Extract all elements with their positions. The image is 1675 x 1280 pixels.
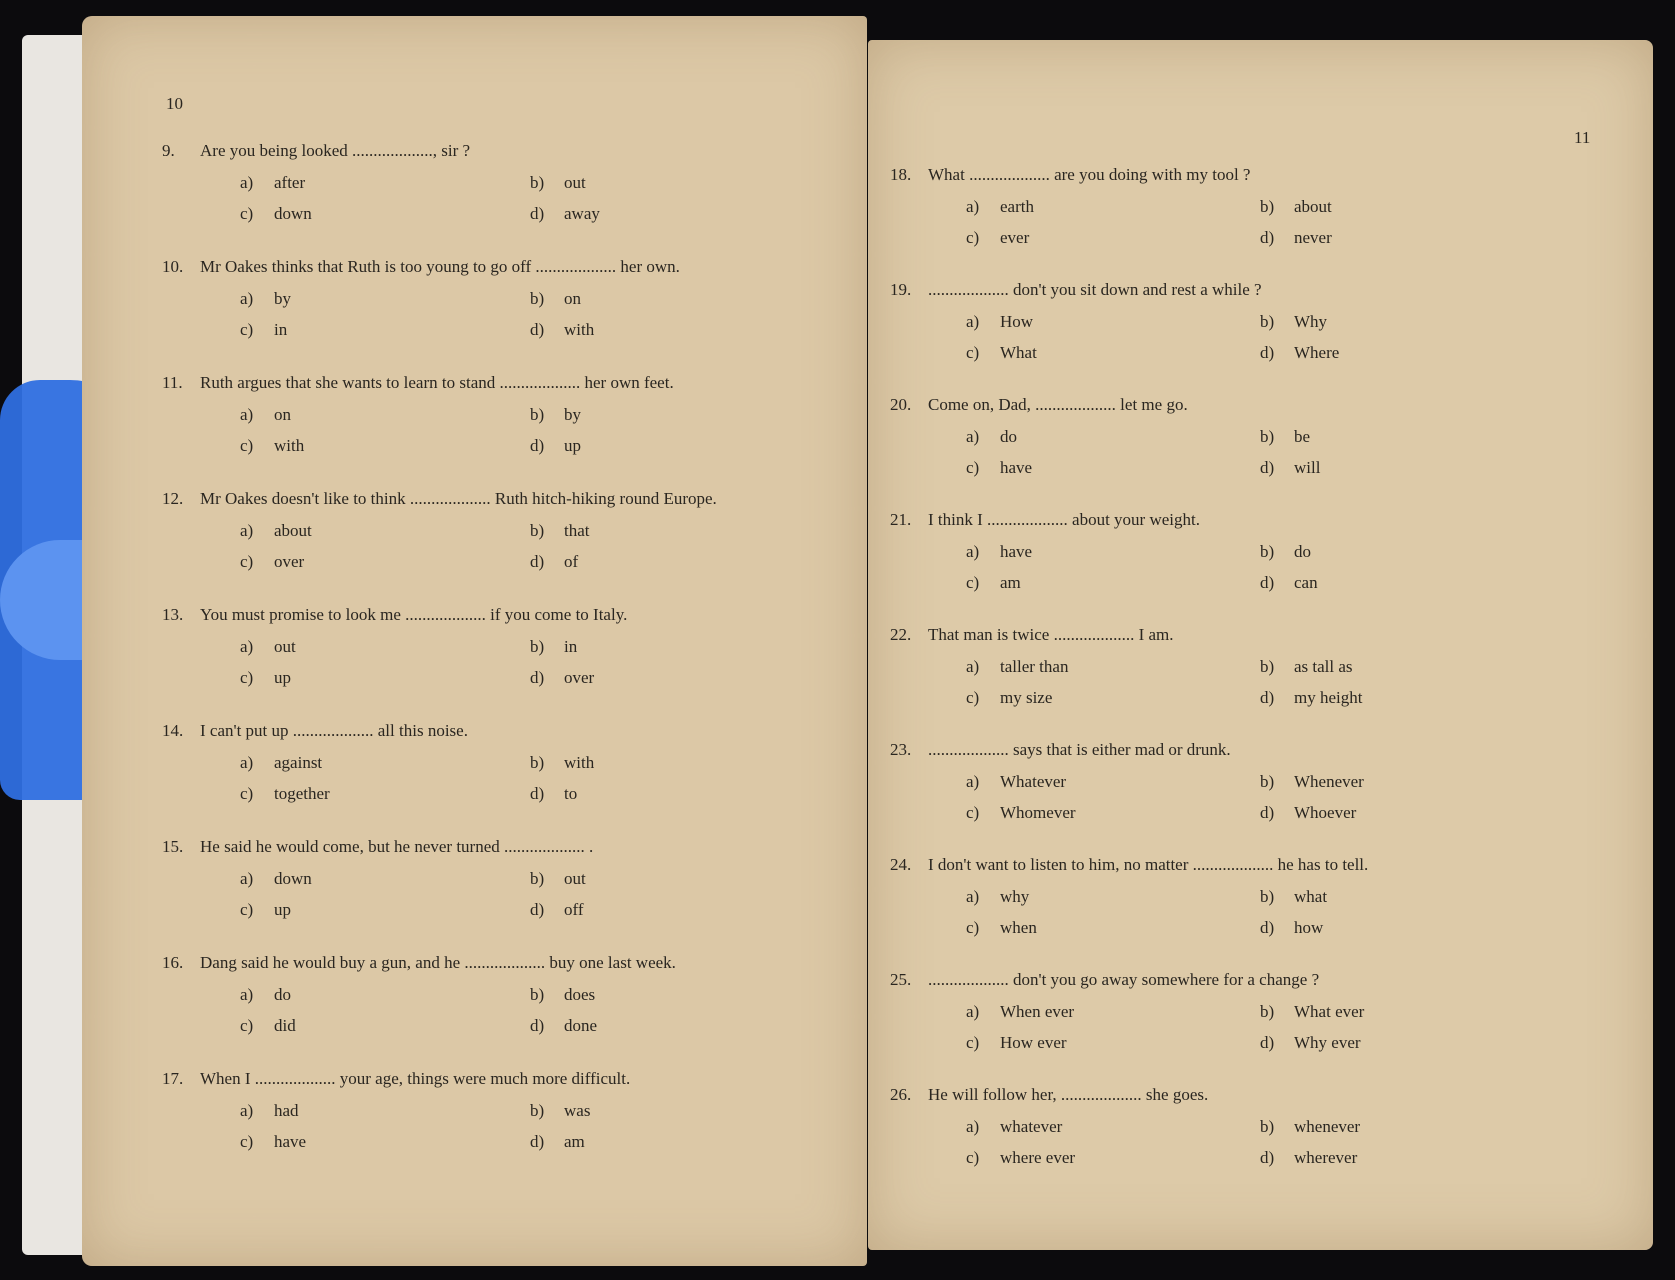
option-a	[240, 753, 322, 773]
option-letter: d)	[530, 1132, 545, 1151]
option-c	[240, 668, 291, 688]
option-text: by	[564, 405, 581, 424]
question-number: 25.	[890, 970, 912, 989]
option-letter: d)	[1260, 1033, 1275, 1052]
option-text: about	[274, 521, 312, 540]
option-letter: a)	[966, 1002, 980, 1021]
option-text: by	[274, 289, 291, 308]
option-d	[1260, 918, 1323, 938]
option-letter: d)	[530, 1016, 545, 1035]
option-letter: d)	[1260, 228, 1275, 247]
question-text: ................... don't you go away somewhere for a change ?	[928, 970, 1320, 989]
option-letter: b)	[530, 753, 545, 772]
option-text: do	[1000, 427, 1017, 446]
option-b	[1260, 427, 1310, 447]
option-letter: d)	[530, 668, 545, 687]
option-d	[1260, 688, 1362, 708]
question-number: 19.	[890, 280, 912, 299]
option-letter: b)	[1260, 542, 1275, 561]
option-letter: c)	[240, 552, 254, 571]
option-letter: b)	[1260, 887, 1275, 906]
option-text: wherever	[1294, 1148, 1358, 1167]
option-text: away	[564, 204, 600, 223]
option-a	[240, 289, 291, 309]
option-b	[530, 985, 595, 1005]
option-letter: c)	[966, 688, 980, 707]
question-text: He will follow her, ................... she goes.	[928, 1085, 1209, 1104]
option-letter: d)	[530, 784, 545, 803]
option-text: in	[564, 637, 578, 656]
option-a	[966, 772, 1066, 792]
option-letter: c)	[240, 1132, 254, 1151]
option-a	[966, 887, 1029, 907]
question-text: You must promise to look me ................... if you come to Italy.	[200, 605, 628, 624]
option-text: on	[564, 289, 581, 308]
option-text: was	[564, 1101, 591, 1120]
option-text: do	[274, 985, 291, 1004]
option-d	[530, 436, 581, 456]
page-number: 11	[1574, 128, 1591, 147]
option-letter: c)	[240, 668, 254, 687]
option-d	[530, 204, 600, 224]
option-b	[530, 753, 594, 773]
option-c	[240, 1016, 296, 1036]
option-c	[966, 458, 1032, 478]
option-letter: d)	[1260, 458, 1275, 477]
option-b	[530, 1101, 590, 1121]
question-number: 24.	[890, 855, 912, 874]
option-d	[1260, 1148, 1357, 1168]
option-a	[240, 985, 291, 1005]
option-text: does	[564, 985, 596, 1004]
option-b	[530, 637, 577, 657]
option-letter: b)	[1260, 657, 1275, 676]
option-c	[240, 320, 287, 340]
option-text: down	[274, 204, 312, 223]
option-text: as tall as	[1294, 657, 1353, 676]
question-number: 9.	[162, 141, 175, 160]
option-text: done	[564, 1016, 598, 1035]
option-d	[530, 784, 577, 804]
question-text: Dang said he would buy a gun, and he ................... buy one last week.	[200, 953, 676, 972]
option-text: Whenever	[1294, 772, 1364, 791]
option-text: be	[1294, 427, 1311, 446]
option-text: What	[1000, 343, 1037, 362]
option-text: Whomever	[1000, 803, 1076, 822]
option-a	[966, 542, 1032, 562]
option-d	[530, 1132, 585, 1152]
option-text: Whoever	[1294, 803, 1357, 822]
option-b	[530, 289, 581, 309]
option-letter: a)	[240, 521, 254, 540]
option-a	[240, 869, 312, 889]
option-text: to	[564, 784, 578, 803]
option-letter: b)	[1260, 1002, 1275, 1021]
option-letter: a)	[966, 542, 980, 561]
question-text: ................... says that is either mad or drunk.	[928, 740, 1231, 759]
option-text: had	[274, 1101, 299, 1120]
option-text: over	[274, 552, 305, 571]
option-letter: d)	[1260, 573, 1275, 592]
option-c	[240, 784, 330, 804]
option-letter: c)	[240, 320, 254, 339]
option-c	[966, 228, 1029, 248]
option-letter: c)	[240, 1016, 254, 1035]
question-number: 20.	[890, 395, 912, 414]
option-letter: a)	[966, 772, 980, 791]
option-letter: b)	[530, 521, 545, 540]
option-b	[1260, 887, 1327, 907]
option-letter: b)	[1260, 1117, 1275, 1136]
question-number: 18.	[890, 165, 912, 184]
question-text: ................... don't you sit down and rest a while ?	[928, 280, 1262, 299]
option-text: my height	[1294, 688, 1363, 707]
option-letter: a)	[966, 312, 980, 331]
question-text: When I ................... your age, things were much more difficult.	[200, 1069, 631, 1088]
option-letter: c)	[240, 900, 254, 919]
option-letter: d)	[530, 320, 545, 339]
option-text: taller than	[1000, 657, 1069, 676]
option-letter: b)	[530, 1101, 545, 1120]
option-text: in	[274, 320, 288, 339]
question-text: That man is twice ................... I am.	[928, 625, 1174, 644]
question-number: 11.	[162, 373, 183, 392]
option-b	[1260, 772, 1364, 792]
option-letter: a)	[240, 173, 254, 192]
option-text: why	[1000, 887, 1030, 906]
right-page	[868, 40, 1653, 1250]
option-letter: a)	[966, 197, 980, 216]
option-text: out	[274, 637, 296, 656]
option-letter: c)	[240, 436, 254, 455]
question-number: 15.	[162, 837, 184, 856]
option-letter: a)	[966, 887, 980, 906]
option-a	[966, 197, 1034, 217]
option-letter: b)	[530, 289, 545, 308]
option-text: of	[564, 552, 579, 571]
option-text: with	[274, 436, 305, 455]
option-text: up	[274, 668, 291, 687]
option-b	[1260, 542, 1311, 562]
option-text: out	[564, 869, 586, 888]
option-letter: b)	[530, 637, 545, 656]
option-text: Where	[1294, 343, 1340, 362]
option-text: have	[1000, 458, 1033, 477]
option-letter: a)	[240, 1101, 254, 1120]
option-c	[240, 436, 304, 456]
question-text: Ruth argues that she wants to learn to stand ................... her own feet.	[200, 373, 674, 392]
option-text: together	[274, 784, 330, 803]
option-a	[966, 657, 1068, 677]
option-letter: a)	[240, 985, 254, 1004]
option-text: have	[274, 1132, 307, 1151]
option-d	[530, 900, 584, 920]
option-a	[240, 405, 291, 425]
option-letter: c)	[966, 573, 980, 592]
option-letter: b)	[530, 869, 545, 888]
option-letter: a)	[966, 1117, 980, 1136]
option-text: whenever	[1294, 1117, 1361, 1136]
option-letter: c)	[240, 784, 254, 803]
option-text: ever	[1000, 228, 1030, 247]
question-number: 16.	[162, 953, 184, 972]
option-text: When ever	[1000, 1002, 1075, 1021]
option-letter: d)	[530, 436, 545, 455]
option-b	[1260, 1002, 1364, 1022]
left-page	[82, 16, 867, 1266]
option-text: what	[1294, 887, 1328, 906]
option-text: whatever	[1000, 1117, 1063, 1136]
option-letter: d)	[1260, 918, 1275, 937]
option-text: am	[1000, 573, 1021, 592]
option-d	[1260, 458, 1320, 478]
question-number: 13.	[162, 605, 184, 624]
option-letter: b)	[530, 985, 545, 1004]
option-letter: a)	[240, 289, 254, 308]
option-text: can	[1294, 573, 1318, 592]
option-c	[966, 803, 1076, 823]
option-text: down	[274, 869, 312, 888]
option-d	[1260, 1033, 1361, 1053]
option-text: Why	[1294, 312, 1328, 331]
question-text: I don't want to listen to him, no matter ................... he has to tell.	[928, 855, 1369, 874]
question-number: 26.	[890, 1085, 912, 1104]
question-number: 14.	[162, 721, 184, 740]
option-a	[966, 312, 1033, 332]
option-a	[240, 173, 305, 193]
option-letter: a)	[240, 753, 254, 772]
option-letter: d)	[1260, 803, 1275, 822]
option-text: up	[564, 436, 581, 455]
option-b	[1260, 312, 1327, 332]
option-text: that	[564, 521, 590, 540]
option-letter: c)	[966, 803, 980, 822]
option-letter: b)	[1260, 427, 1275, 446]
option-letter: b)	[1260, 197, 1275, 216]
option-letter: c)	[966, 458, 980, 477]
option-letter: a)	[240, 637, 254, 656]
option-text: off	[564, 900, 584, 919]
question-number: 22.	[890, 625, 912, 644]
option-letter: b)	[530, 173, 545, 192]
option-b	[530, 521, 590, 541]
option-text: will	[1294, 458, 1321, 477]
option-d	[1260, 343, 1339, 363]
option-letter: b)	[1260, 312, 1275, 331]
option-a	[966, 1117, 1062, 1137]
option-d	[530, 668, 594, 688]
question-text: Are you being looked ..................., sir ?	[200, 141, 471, 160]
option-c	[966, 1148, 1075, 1168]
option-text: How	[1000, 312, 1034, 331]
option-text: how	[1294, 918, 1324, 937]
question-number: 21.	[890, 510, 912, 529]
option-text: on	[274, 405, 291, 424]
question-text: I can't put up ................... all this noise.	[200, 721, 468, 740]
option-text: Whatever	[1000, 772, 1067, 791]
option-d	[1260, 228, 1332, 248]
option-text: do	[1294, 542, 1311, 561]
option-c	[966, 343, 1037, 363]
question-number: 12.	[162, 489, 184, 508]
option-letter: a)	[966, 427, 980, 446]
option-letter: c)	[966, 228, 980, 247]
option-a	[240, 1101, 299, 1121]
question-text: Mr Oakes thinks that Ruth is too young to go off ................... her own.	[200, 257, 680, 276]
option-letter: c)	[966, 1033, 980, 1052]
option-a	[240, 637, 296, 657]
option-letter: d)	[1260, 1148, 1275, 1167]
option-text: out	[564, 173, 586, 192]
option-letter: c)	[966, 1148, 980, 1167]
option-text: How ever	[1000, 1033, 1067, 1052]
option-letter: a)	[966, 657, 980, 676]
option-text: am	[564, 1132, 585, 1151]
option-text: up	[274, 900, 291, 919]
question-text: I think I ................... about your weight.	[928, 510, 1200, 529]
option-b	[530, 405, 581, 425]
option-c	[240, 552, 304, 572]
option-text: over	[564, 668, 595, 687]
option-text: where ever	[1000, 1148, 1076, 1167]
option-a	[966, 427, 1017, 447]
option-letter: b)	[1260, 772, 1275, 791]
option-a	[966, 1002, 1074, 1022]
option-d	[1260, 573, 1318, 593]
option-letter: a)	[240, 869, 254, 888]
option-d	[530, 552, 578, 572]
option-text: after	[274, 173, 306, 192]
question-number: 10.	[162, 257, 184, 276]
option-text: have	[1000, 542, 1033, 561]
option-c	[966, 573, 1021, 593]
page-number: 10	[166, 94, 183, 113]
option-letter: d)	[530, 900, 545, 919]
option-c	[240, 900, 291, 920]
option-text: with	[564, 753, 595, 772]
option-text: earth	[1000, 197, 1034, 216]
option-text: Why ever	[1294, 1033, 1361, 1052]
option-letter: b)	[530, 405, 545, 424]
option-b	[530, 869, 586, 889]
option-b	[1260, 1117, 1360, 1137]
option-c	[240, 1132, 306, 1152]
option-letter: d)	[530, 552, 545, 571]
option-c	[966, 918, 1037, 938]
option-text: did	[274, 1016, 296, 1035]
question-number: 17.	[162, 1069, 184, 1088]
option-text: What ever	[1294, 1002, 1365, 1021]
option-letter: c)	[240, 204, 254, 223]
option-b	[530, 173, 586, 193]
option-d	[530, 1016, 597, 1036]
option-b	[1260, 657, 1353, 677]
question-number: 23.	[890, 740, 912, 759]
option-d	[530, 320, 594, 340]
option-text: about	[1294, 197, 1332, 216]
option-letter: d)	[1260, 343, 1275, 362]
option-b	[1260, 197, 1332, 217]
question-text: What ................... are you doing with my tool ?	[928, 165, 1251, 184]
option-a	[240, 521, 312, 541]
option-letter: d)	[530, 204, 545, 223]
option-text: when	[1000, 918, 1037, 937]
option-text: never	[1294, 228, 1332, 247]
option-text: against	[274, 753, 323, 772]
option-text: with	[564, 320, 595, 339]
option-d	[1260, 803, 1356, 823]
option-letter: a)	[240, 405, 254, 424]
option-c	[966, 1033, 1067, 1053]
option-c	[240, 204, 312, 224]
option-c	[966, 688, 1052, 708]
question-text: He said he would come, but he never turned ................... .	[200, 837, 594, 856]
option-letter: d)	[1260, 688, 1275, 707]
question-text: Mr Oakes doesn't like to think ................... Ruth hitch-hiking round Europe.	[200, 489, 717, 508]
question-text: Come on, Dad, ................... let me go.	[928, 395, 1188, 414]
option-letter: c)	[966, 343, 980, 362]
option-text: my size	[1000, 688, 1053, 707]
option-letter: c)	[966, 918, 980, 937]
